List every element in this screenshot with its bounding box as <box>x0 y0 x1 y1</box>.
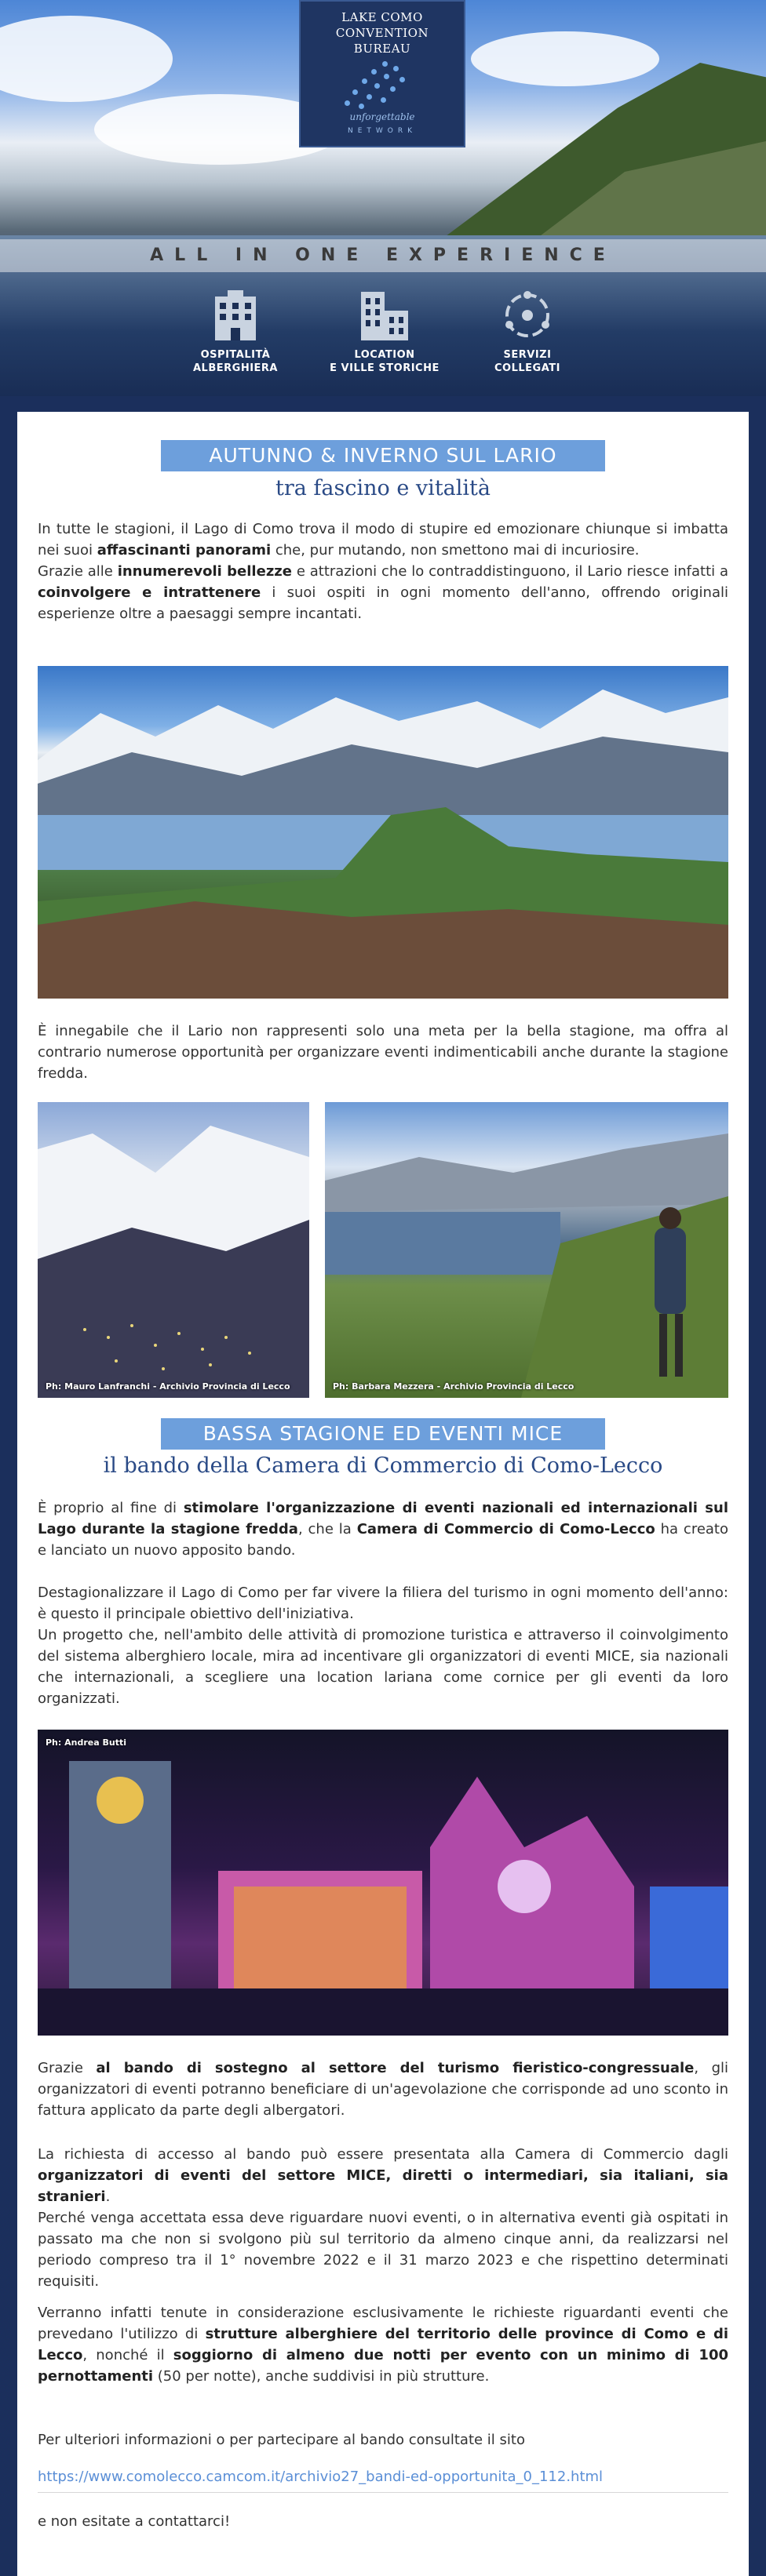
feature-locations[interactable] <box>322 289 447 375</box>
lakeside-hiker-illustration <box>325 1102 728 1398</box>
text-run: e attrazioni che lo contraddistinguono, il Lario riesce infatti a <box>291 563 728 580</box>
closing-paragraph: e non esitate a contattarci! <box>38 2513 231 2530</box>
text-run-bold: strutture alberghiere del territorio delle province di Como e di Lecco <box>38 2326 728 2363</box>
mountain-village-illustration <box>38 1102 309 1398</box>
paragraph <box>38 518 728 624</box>
text-run: . <box>105 2189 111 2205</box>
text-run-bold: coinvolgere e intrattenere <box>38 584 261 601</box>
text-run-bold: al bando di sostegno al settore del turismo fieristico-congressuale <box>96 2060 695 2076</box>
logo-title-line: CONVENTION <box>335 26 429 40</box>
paragraph <box>38 2058 728 2121</box>
text-run: i suoi ospiti in ogni momento dell'anno, offrendo originali esperienze oltre a paesaggi sempre incantati. <box>38 584 728 622</box>
logo-network: NETWORK <box>347 127 418 135</box>
text-run-bold: organizzatori di eventi del settore MICE, diretti o intermediari, sia italiani, sia stranieri <box>38 2167 728 2205</box>
text-run-bold: Camera di Commercio di Como-Lecco <box>356 1521 655 1537</box>
experience-band: ALL IN ONE EXPERIENCE <box>0 239 766 272</box>
lake-panorama-illustration <box>38 666 728 999</box>
newsletter-card <box>17 412 749 2576</box>
text-run-bold: innumerevoli bellezze <box>117 563 292 580</box>
feature-label <box>322 348 447 375</box>
feature-label-line: COLLEGATI <box>494 362 560 374</box>
feature-label <box>173 348 298 375</box>
section-subtitle: tra fascino e vitalità <box>275 476 491 500</box>
cloud <box>0 16 173 102</box>
paragraph <box>38 1582 728 1709</box>
text-run: , nonché il <box>82 2347 173 2363</box>
paragraph <box>38 2302 728 2387</box>
paragraph <box>38 2144 728 2292</box>
feature-hospitality[interactable] <box>173 289 298 375</box>
lake-panorama-photo <box>38 666 728 999</box>
text-run: Destagionalizzare il Lago di Como per far vivere la filiera del turismo in ogni momento dell'anno: è questo il principale obiettivo dell'iniziativa. <box>38 1585 728 1622</box>
section-subtitle: il bando della Camera di Commercio di Como-Lecco <box>103 1454 663 1478</box>
text-run: Grazie <box>38 2060 97 2076</box>
feature-label-line: ALBERGHIERA <box>193 362 278 374</box>
paragraph: È innegabile che il Lario non rappresenti solo una meta per la bella stagione, ma offra al contrario numerose opportunità per organizzare eventi indimenticabili anche durante la stagione fredda. <box>38 1023 728 1082</box>
text-run: Un progetto che, nell'ambito delle attività di promozione turistica e attraverso il coinvolgimento del sistema alberghiero locale, mira ad incentivare gli organizzatori di eventi MICE, sia nazionali che internazionali, a scegliere una location lariana come cornice per gli eventi da loro organizzati. <box>38 1627 728 1707</box>
feature-label-line: SERVIZI <box>503 349 552 361</box>
feature-services[interactable] <box>465 289 590 375</box>
feature-label-line: LOCATION <box>354 349 415 361</box>
text-run: Perché venga accettata essa deve riguardare nuovi eventi, o in alternativa eventi già ospitati in passato ma che non si svolgono più sul territorio da almeno cinque anni, da realizzarsi nel periodo compreso tra il 1° novembre 2022 e il 31 marzo 2023 e che rispettino determinati requisiti. <box>38 2210 728 2290</box>
features-row <box>0 289 766 391</box>
section-title: AUTUNNO & INVERNO SUL LARIO <box>161 440 605 471</box>
photo-credit: Ph: Mauro Lanfranchi - Archivio Provincia di Lecco <box>46 1381 290 1392</box>
logo-title-line: BUREAU <box>353 42 411 56</box>
mountain-village-photo <box>38 1102 309 1398</box>
feature-label-line: E VILLE STORICHE <box>330 362 440 374</box>
text-run: È proprio al fine di <box>38 1500 184 1516</box>
paragraph <box>38 1497 728 1561</box>
feature-label <box>465 348 590 375</box>
bando-link[interactable]: https://www.comolecco.camcom.it/archivio27_bandi-ed-opportunita_0_112.html <box>38 2469 604 2485</box>
text-run: Verranno infatti tenute in considerazione esclusivamente le richieste riguardanti eventi che prevedano l'utilizzo di <box>38 2305 728 2342</box>
text-run: , che la <box>297 1521 357 1537</box>
text-run: (50 per notte), anche suddivisi in più strutture. <box>153 2368 490 2385</box>
photo-credit: Ph: Andrea Butti <box>46 1737 126 1748</box>
text-run-bold: affascinanti panorami <box>97 542 272 558</box>
logo-title-line: LAKE COMO <box>341 10 423 24</box>
info-paragraph: Per ulteriori informazioni o per partecipare al bando consultate il sito <box>38 2432 525 2448</box>
text-run-bold: stimolare l'organizzazione di eventi nazionali ed internazionali sul Lago durante la stagione fredda <box>38 1500 729 1537</box>
lakeside-hiker-photo <box>325 1102 728 1398</box>
text-run: La richiesta di accesso al bando può essere presentata alla Camera di Commercio dagli <box>38 2146 728 2163</box>
illuminated-cathedral-illustration <box>38 1730 728 2036</box>
photo-credit: Ph: Barbara Mezzera - Archivio Provincia di Lecco <box>333 1381 574 1392</box>
convention-bureau-logo[interactable] <box>299 0 465 147</box>
text-run: In tutte le stagioni, il Lago di Como trova il modo di stupire ed emozionare chiunque si imbatta nei suoi <box>38 521 728 558</box>
text-run: Grazie alle <box>38 563 118 580</box>
logo-tagline: unforgettable <box>349 111 415 122</box>
illuminated-cathedral-photo <box>38 1730 728 2036</box>
hotel-building-icon <box>204 289 267 342</box>
text-run: , gli organizzatori di eventi potranno beneficiare di un'agevolazione che corrisponde ad uno sconto in fattura applicato da parte degli albergatori. <box>38 2060 729 2119</box>
text-run-bold: soggiorno di almeno due notti per evento con un minimo di 100 pernottamenti <box>38 2347 728 2385</box>
connected-services-icon <box>496 289 559 342</box>
logo-dots-graphic <box>335 61 429 108</box>
feature-label-line: OSPITALITÀ <box>200 349 271 361</box>
text-run: ha creato e lanciato un nuovo apposito bando. <box>38 1521 729 1559</box>
text-run: che, pur mutando, non smettono mai di incuriosire. <box>271 542 640 558</box>
hero-banner <box>0 0 766 396</box>
historic-villa-icon <box>353 289 416 342</box>
cloud <box>471 31 659 86</box>
divider <box>38 2492 728 2493</box>
section-title: BASSA STAGIONE ED EVENTI MICE <box>161 1418 605 1450</box>
